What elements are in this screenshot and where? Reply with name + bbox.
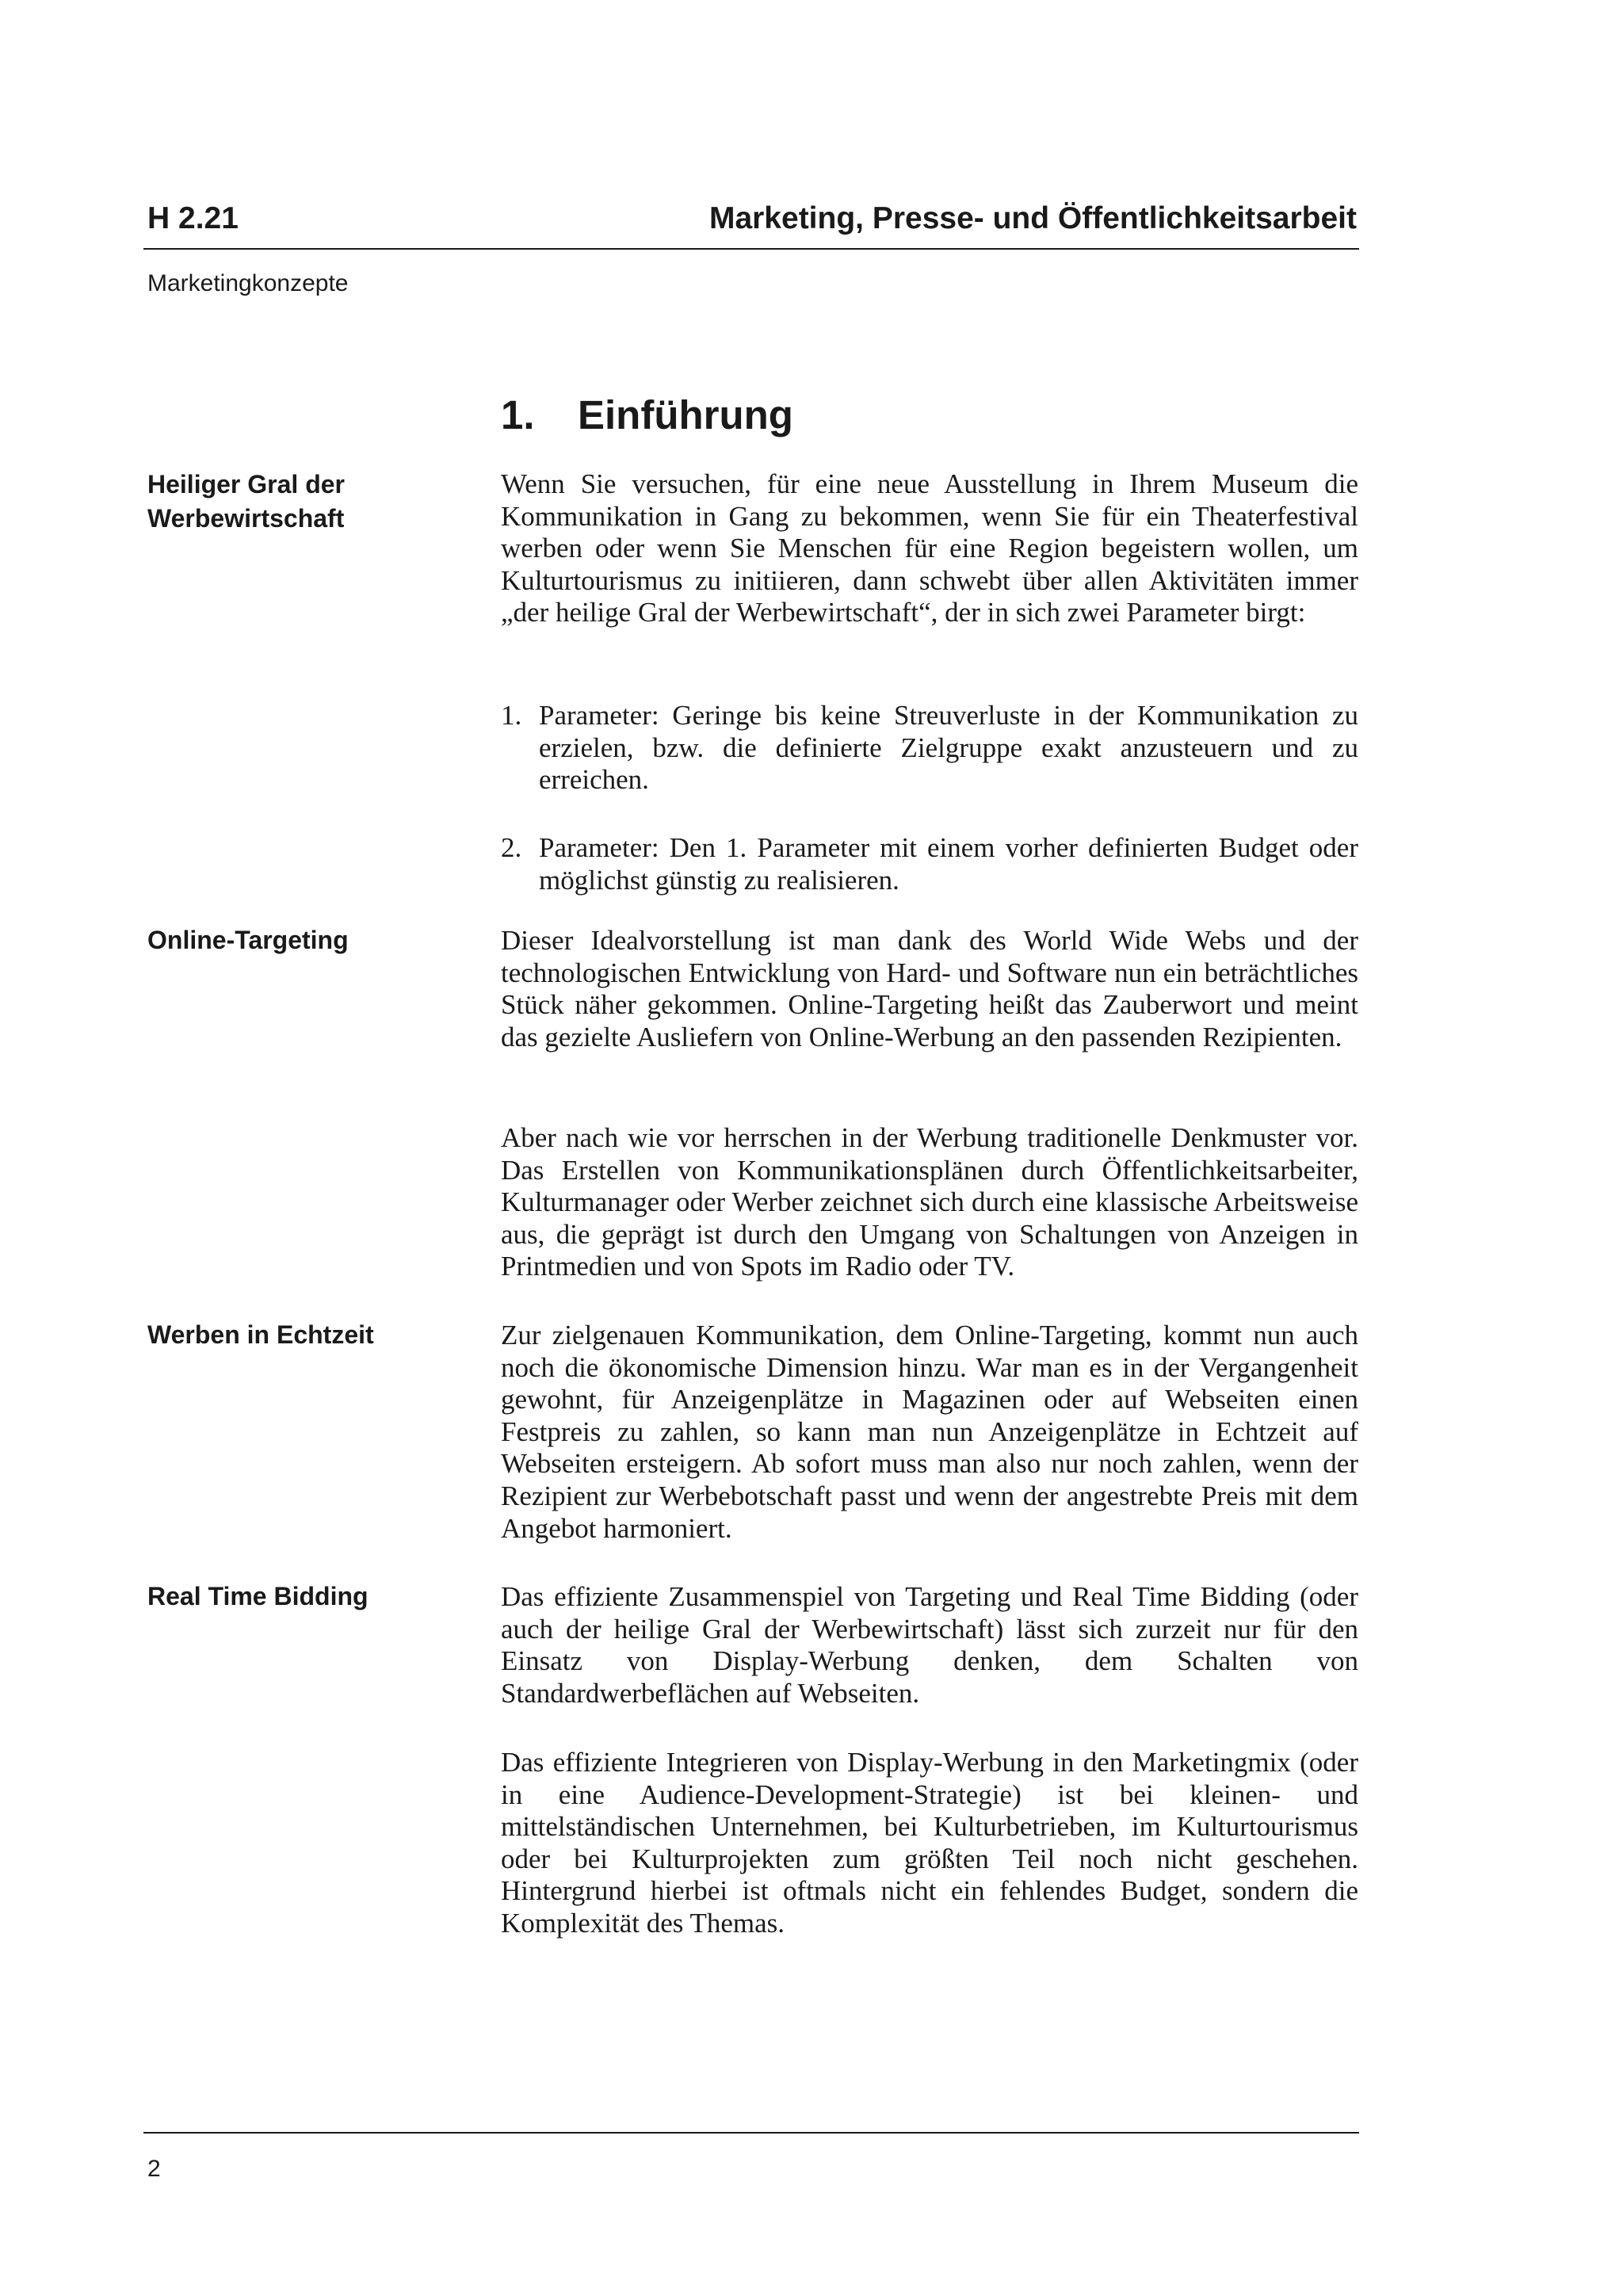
paragraph-real-time-bidding xyxy=(501,1581,1358,1710)
list-marker: 1. xyxy=(501,700,522,731)
header-title: Marketing, Presse- und Öffentlichkeitsarbeit xyxy=(708,201,1357,235)
paragraph-text: Aber nach wie vor herrschen in der Werbung traditionelle Denkmuster vor. Das Erstellen von Kommunikationsplänen durch Öffentlichkeitsarbeiter, Kulturmanager oder Werber zeichnet sich durch eine klassische Arbeitsweise aus, die geprägt ist durch den Umgang von Schaltungen von Anzeigen in Printmedien und von Spots im Radio oder TV. xyxy=(501,1122,1358,1282)
margin-note-werben-in-echtzeit: Werben in Echtzeit xyxy=(147,1320,374,1349)
page-number: 2 xyxy=(147,2156,161,2182)
list-item-2 xyxy=(501,832,1358,896)
paragraph-text: Das effiziente Integrieren von Display-Werbung in den Marketingmix (oder in eine Audience-Development-Strategie) ist bei kleinen- und mittelständischen Unternehmen, bei Kulturbetrieben, im Kulturtourismus oder bei Kulturprojekten zum größten Teil noch nicht geschehen. Hintergrund hierbei ist oftmals nicht ein fehlendes Budget, sondern die Komplexität des Themas. xyxy=(501,1747,1358,1939)
paragraph-text: Wenn Sie versuchen, für eine neue Ausstellung in Ihrem Museum die Kommunikation in Gang zu bekommen, wenn Sie für ein Theaterfestival werben oder wenn Sie Menschen für eine Region begeistern wollen, um Kulturtourismus zu initiieren, dann schwebt über allen Aktivitäten immer „der heilige Gral der Werbewirtschaft“, der in sich zwei Parameter birgt: xyxy=(501,468,1358,628)
paragraph-text: Zur zielgenauen Kommunikation, dem Online-Targeting, kommt nun auch noch die ökonomische Dimension hinzu. War man es in der Vergangenheit gewohnt, für Anzeigenplätze in Magazinen oder auf Webseiten einen Festpreis zu zahlen, so kann man nun Anzeigenplätze in Echtzeit auf Webseiten ersteigern. Ab sofort muss man also nur noch zahlen, wenn der Rezipient zur Werbebotschaft passt und wenn der angestrebte Preis mit dem Angebot harmoniert. xyxy=(501,1320,1358,1544)
list-text: Parameter: Geringe bis keine Streuverluste in der Kommunikation zu erzielen, bzw. die definierte Zielgruppe exakt anzusteuern und zu erreichen. xyxy=(539,700,1358,796)
list-item-1 xyxy=(501,700,1358,797)
header-rule xyxy=(143,248,1359,250)
paragraph-intro xyxy=(501,468,1358,629)
footer-rule xyxy=(143,2132,1359,2134)
paragraph-echtzeit xyxy=(501,1320,1358,1545)
margin-note-online-targeting: Online-Targeting xyxy=(147,926,349,954)
margin-note-real-time-bidding: Real Time Bidding xyxy=(147,1582,369,1610)
paragraph-text: Das effiziente Zusammenspiel von Targeting und Real Time Bidding (oder auch der heilige Gral der Werbewirtschaft) lässt sich zurzeit nur für den Einsatz von Display-Werbung denken, dem Schalten von Standardwerbeflächen auf Webseiten. xyxy=(501,1581,1358,1709)
header-code: H 2.21 xyxy=(147,201,239,235)
header-subtitle: Marketingkonzepte xyxy=(147,270,349,296)
list-marker: 2. xyxy=(501,832,522,863)
section-title: Einführung xyxy=(578,392,793,437)
paragraph-denkmuster xyxy=(501,1122,1358,1283)
paragraph-text: Dieser Idealvorstellung ist man dank des World Wide Webs und der technologischen Entwicklung von Hard- und Software nun ein beträchtliches Stück näher gekommen. Online-Targeting heißt das Zauberwort und meint das gezielte Ausliefern von Online-Werbung an den passenden Rezipienten. xyxy=(501,925,1358,1052)
section-number: 1. xyxy=(501,392,535,437)
section-heading xyxy=(501,392,793,438)
paragraph-display-werbung xyxy=(501,1747,1358,1940)
paragraph-online-targeting xyxy=(501,925,1358,1053)
list-text: Parameter: Den 1. Parameter mit einem vorher definierten Budget oder möglichst günstig zu realisieren. xyxy=(539,832,1358,896)
margin-note-heiliger-gral: Heiliger Gral der Werbewirtschaft xyxy=(147,470,345,533)
